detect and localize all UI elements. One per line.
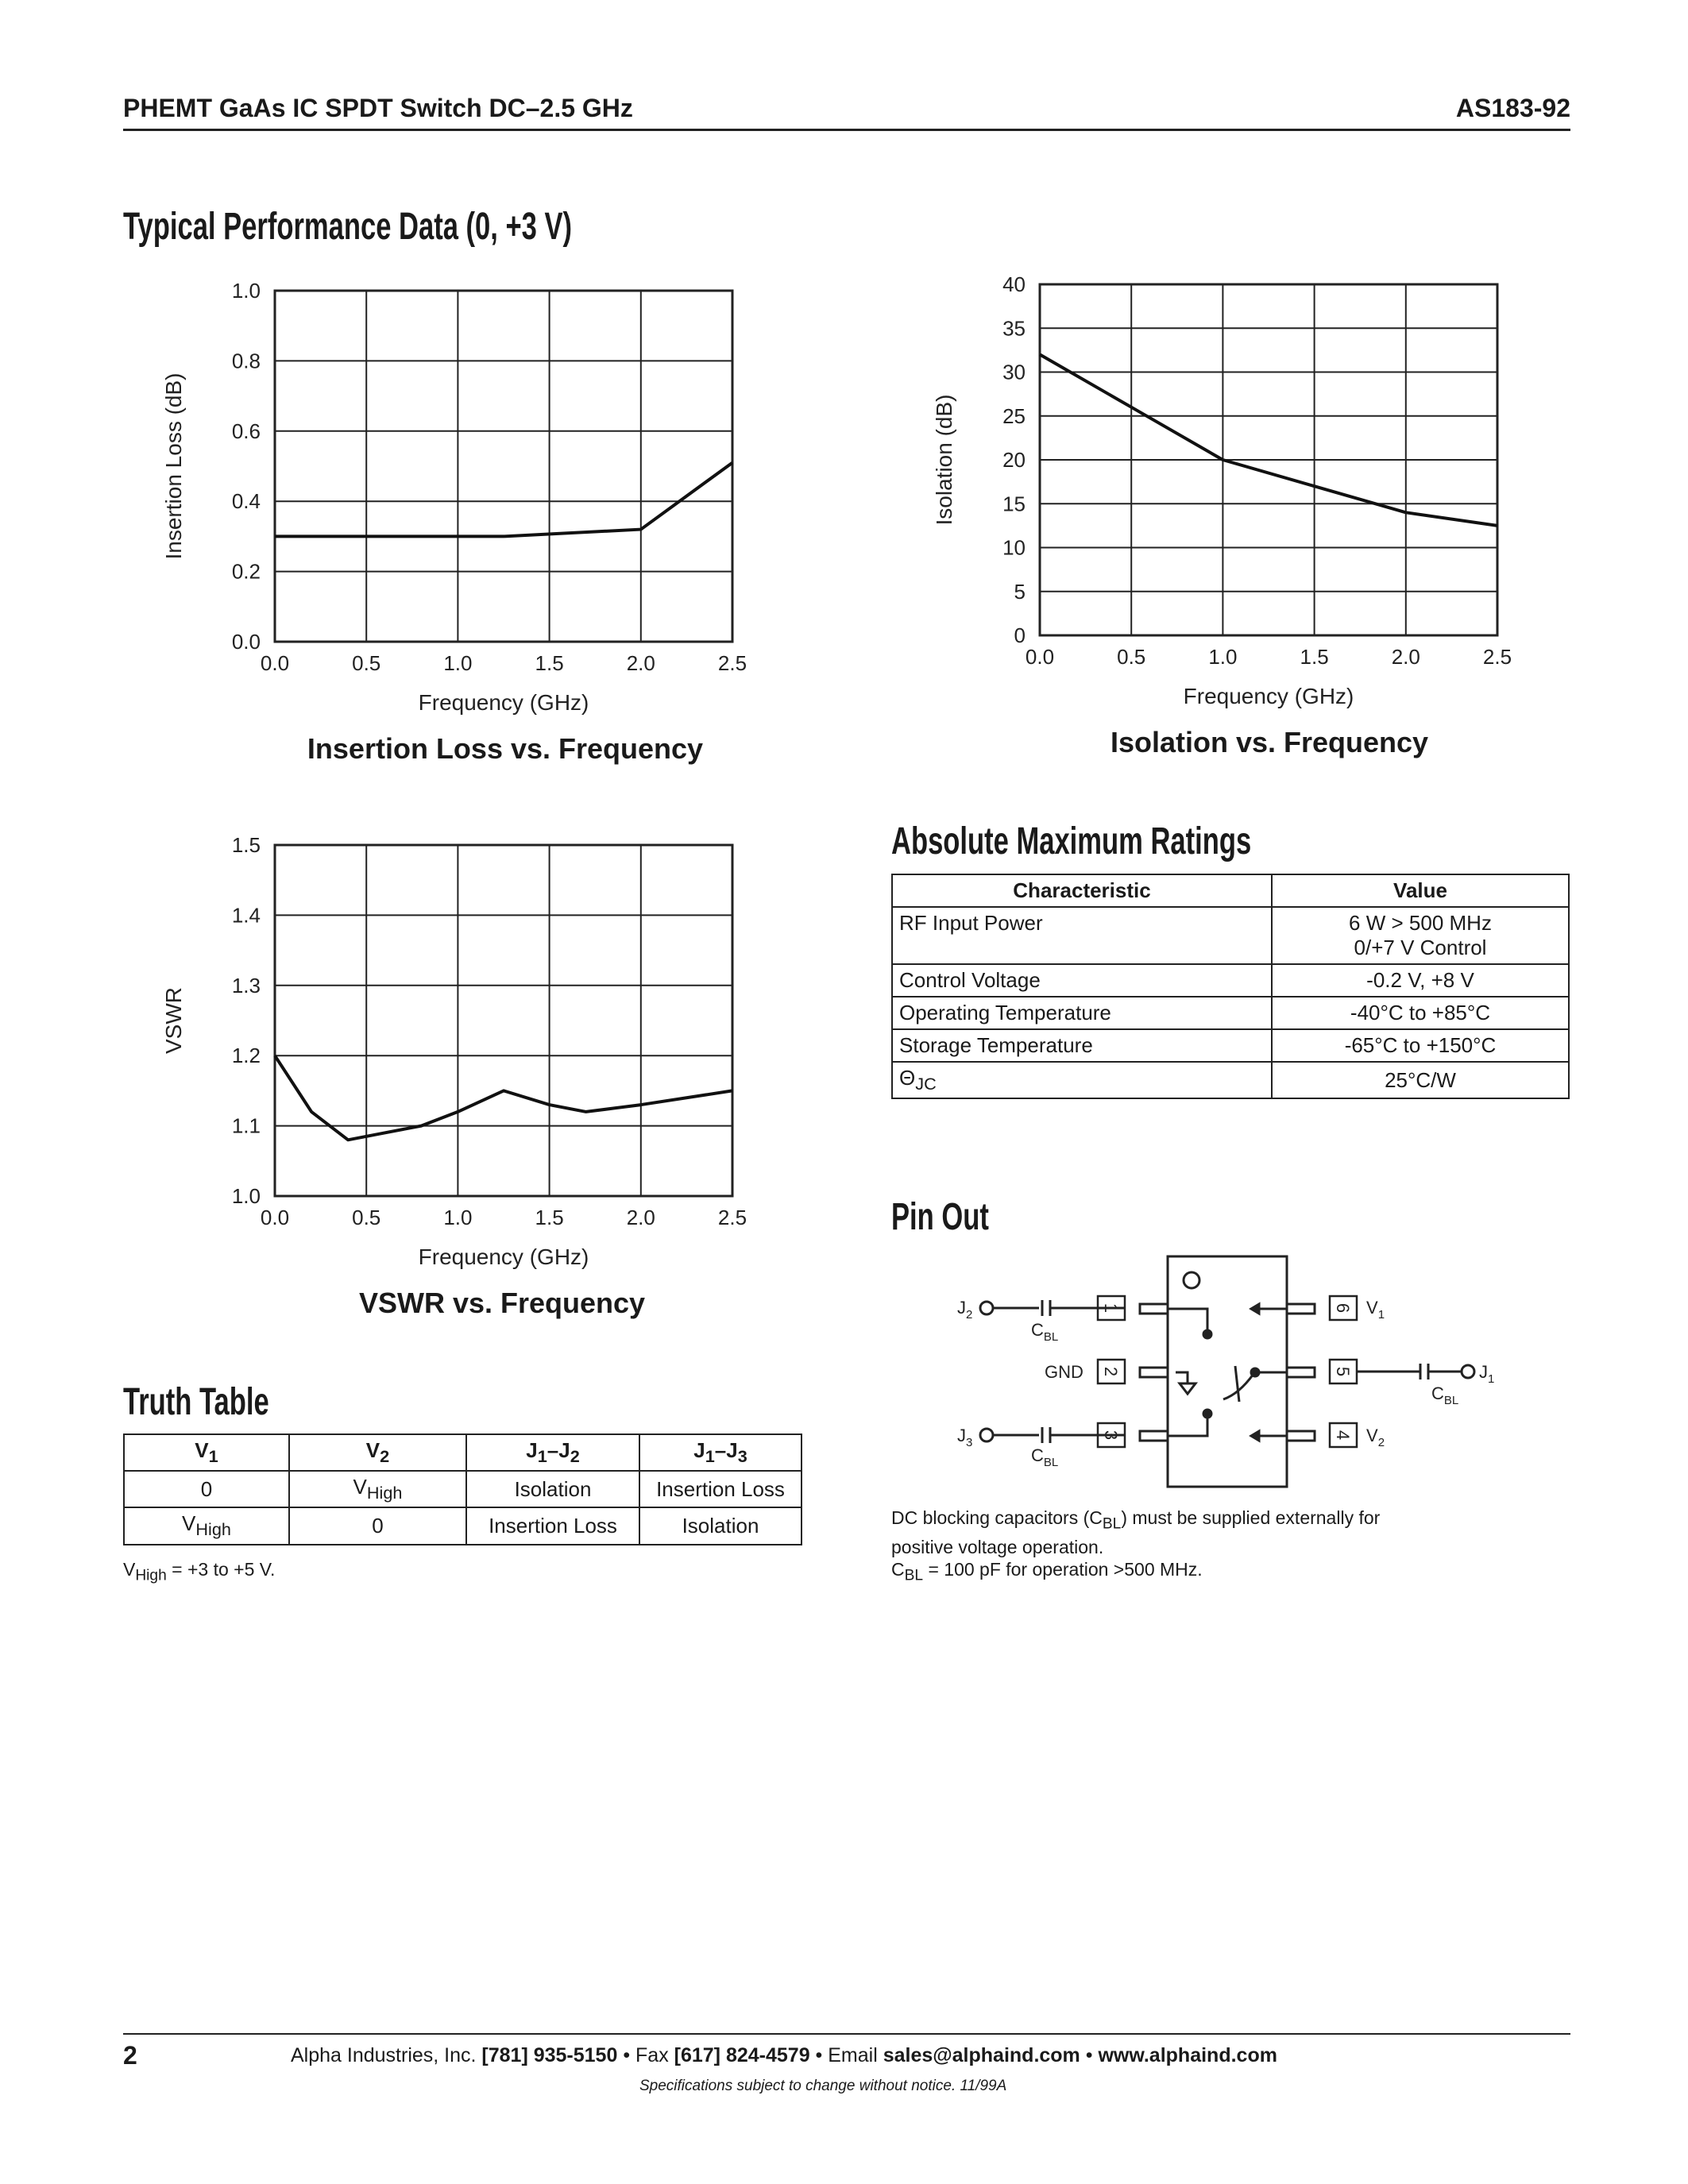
section-title-pinout: Pin Out [891, 1196, 989, 1238]
y-tick-label: 35 [1002, 316, 1026, 341]
cell-characteristic: RF Input Power [892, 907, 1272, 964]
pin-6 [1287, 1296, 1357, 1320]
cell-value: -0.2 V, +8 V [1272, 964, 1569, 997]
y-tick-label: 40 [1002, 272, 1026, 296]
label-v1: $V_1$ [1366, 1298, 1385, 1322]
document-title: PHEMT GaAs IC SPDT Switch DC–2.5 GHz [123, 94, 633, 122]
y-tick-label: 1.4 [231, 903, 261, 928]
col-characteristic: Characteristic [892, 874, 1272, 907]
cell-characteristic: Operating Temperature [892, 997, 1272, 1029]
x-axis-label: Frequency (GHz) [418, 690, 589, 715]
pin-5-label: 5 [1333, 1366, 1353, 1377]
label-gnd: GND [1045, 1362, 1083, 1382]
x-tick-label: 0.5 [1117, 645, 1146, 669]
x-tick-label: 1.0 [443, 651, 473, 675]
pin-3 [1056, 1423, 1168, 1447]
section-title-ratings: Absolute Maximum Ratings [891, 820, 1252, 862]
truth-table-note: $V_{High} = +3$ to +5 V. [123, 1559, 276, 1584]
table-row [892, 1062, 1569, 1098]
x-tick-label: 2.5 [1482, 645, 1512, 669]
plot-frame [275, 291, 732, 642]
x-tick-label: 2.5 [717, 651, 747, 675]
label-j2: $J_2$ [957, 1298, 973, 1322]
x-tick-label: 0.5 [352, 651, 381, 675]
pinout-note-line3: $C_{BL} = 100$ pF for operation >500 MHz. [891, 1558, 1203, 1584]
label-cbl-j1: $C_{BL}$ [1431, 1383, 1459, 1407]
chart-title-insertion-loss: Insertion Loss vs. Frequency [307, 732, 704, 765]
x-tick-label: 0.0 [260, 651, 290, 675]
website-link[interactable]: www.alphaind.com [1098, 2044, 1277, 2066]
footer-contact: Alpha Industries, Inc. [781] 935-5150 • Fax [617] 824-4579 • Email sales@alphaind.com • www.alphaind.com [291, 2044, 1277, 2066]
y-tick-label: 1.0 [231, 1184, 261, 1208]
x-tick-label: 0.0 [1025, 645, 1055, 669]
y-tick-label: 5 [1014, 579, 1026, 604]
cell-j1-j2: Isolation [466, 1471, 639, 1507]
cell-characteristic: Control Voltage [892, 964, 1272, 997]
pin1-marker [1184, 1272, 1199, 1288]
section-title-truth: Truth Table [123, 1381, 269, 1423]
pin-3-label: 3 [1101, 1430, 1121, 1441]
y-tick-label: 15 [1002, 492, 1026, 516]
series-line [1040, 354, 1497, 525]
cell-value: -65°C to +150°C [1272, 1029, 1569, 1062]
cell-value-line1: 6 W > 500 MHz [1349, 911, 1492, 935]
x-tick-label: 1.5 [535, 1206, 564, 1229]
table-row [124, 1471, 802, 1507]
y-tick-label: 1.3 [231, 973, 261, 997]
pinout-note-line1: DC blocking capacitors $(C_{BL})$ must be supplied externally for [891, 1507, 1381, 1533]
x-tick-label: 0.0 [260, 1206, 290, 1229]
cell-j1-j3: Isolation [639, 1507, 802, 1544]
page-number: 2 [123, 2041, 137, 2070]
cell-characteristic: Storage Temperature [892, 1029, 1272, 1062]
label-j3: $J_3$ [957, 1426, 973, 1449]
cell-characteristic [892, 1062, 1272, 1098]
pin-6-label: 6 [1333, 1302, 1353, 1314]
y-tick-label: 20 [1002, 448, 1026, 472]
y-tick-label: 30 [1002, 360, 1026, 384]
disclaimer: Specifications subject to change without notice. 11/99A [639, 2078, 1007, 2094]
table-row [124, 1507, 802, 1544]
insertion-loss-chart [159, 262, 778, 739]
col-v2: $V_2$ [289, 1434, 466, 1471]
table-header-row [892, 874, 1569, 907]
table-row [892, 997, 1569, 1029]
pinout-note-line2: positive voltage operation. [891, 1536, 1104, 1557]
pin-2 [1098, 1360, 1168, 1383]
capacitor-j3 [980, 1427, 1056, 1443]
y-tick-label: 0.4 [231, 489, 261, 514]
x-tick-label: 0.5 [352, 1206, 381, 1229]
col-j1-j2: $J_1-J_2$ [466, 1434, 639, 1471]
chart-title-vswr: VSWR vs. Frequency [358, 1287, 646, 1319]
pin-1 [1056, 1296, 1168, 1320]
cell-v2: $V_{High}$ [289, 1471, 466, 1507]
header-rule [123, 129, 1570, 131]
truth-table [123, 1433, 802, 1545]
table-row [892, 1029, 1569, 1062]
y-axis-label: VSWR [161, 987, 186, 1054]
footer-rule [123, 2033, 1570, 2035]
x-axis-label: Frequency (GHz) [418, 1244, 589, 1269]
x-tick-label: 2.0 [626, 651, 655, 675]
label-cbl-j3: $C_{BL}$ [1031, 1445, 1059, 1469]
label-cbl-j2: $C_{BL}$ [1031, 1320, 1059, 1344]
vswr-chart [159, 818, 778, 1295]
y-axis-label: Isolation (dB) [932, 394, 956, 526]
section-title-performance: Typical Performance Data (0, +3 V) [123, 206, 573, 248]
email-link[interactable]: sales@alphaind.com [883, 2044, 1080, 2066]
y-tick-label: 10 [1002, 535, 1026, 560]
part-number: AS183-92 [1455, 94, 1570, 122]
pin-1-label: 1 [1101, 1302, 1121, 1314]
pin-4-label: 4 [1333, 1430, 1353, 1441]
vswr-plot [161, 833, 747, 1269]
ratings-table [891, 874, 1570, 1099]
y-tick-label: 0.2 [231, 559, 261, 584]
cell-value-line2: 0/+7 V Control [1354, 936, 1487, 959]
x-tick-label: 1.0 [443, 1206, 473, 1229]
x-axis-label: Frequency (GHz) [1183, 684, 1354, 708]
table-header-row [124, 1434, 802, 1471]
capacitor-j2 [980, 1300, 1056, 1316]
col-v1: $V_1$ [124, 1434, 289, 1471]
y-tick-label: 1.0 [231, 279, 261, 303]
x-tick-label: 1.5 [535, 651, 564, 675]
cell-value: -40°C to +85°C [1272, 997, 1569, 1029]
capacitor-j1 [1414, 1364, 1474, 1379]
x-tick-label: 1.0 [1208, 645, 1238, 669]
y-tick-label: 0.6 [231, 419, 261, 443]
isolation-chart [929, 262, 1549, 739]
col-j1-j3: $J_1-J_3$ [639, 1434, 802, 1471]
x-tick-label: 2.0 [1391, 645, 1420, 669]
table-row [892, 907, 1569, 964]
y-tick-label: 1.1 [231, 1113, 261, 1138]
pin-4 [1287, 1423, 1357, 1447]
theta-subscript: JC [915, 1074, 937, 1094]
y-tick-label: 25 [1002, 403, 1026, 428]
table-row [892, 964, 1569, 997]
y-tick-label: 1.2 [231, 1044, 261, 1068]
y-tick-label: 1.5 [231, 833, 261, 857]
y-tick-label: 0.0 [231, 630, 261, 654]
col-value: Value [1272, 874, 1569, 907]
switch-symbol [1168, 1304, 1287, 1441]
cell-value: 25°C/W [1272, 1062, 1569, 1098]
cell-v1: 0 [124, 1471, 289, 1507]
label-v2: $V_2$ [1366, 1426, 1385, 1449]
label-j1: $J_1$ [1479, 1362, 1495, 1386]
cell-v1: $V_{High}$ [124, 1507, 289, 1544]
x-tick-label: 2.0 [626, 1206, 655, 1229]
pinout-diagram [937, 1247, 1509, 1501]
isolation-plot [932, 272, 1512, 708]
x-tick-label: 1.5 [1300, 645, 1329, 669]
chart-title-isolation: Isolation vs. Frequency [1110, 726, 1429, 758]
y-tick-label: 0.8 [231, 349, 261, 373]
y-axis-label: Insertion Loss (dB) [161, 372, 186, 560]
cell-value [1272, 907, 1569, 964]
series-line [275, 1055, 732, 1140]
pin-5 [1287, 1360, 1414, 1383]
plot-frame [275, 845, 732, 1196]
cell-j1-j3: Insertion Loss [639, 1471, 802, 1507]
pinout-note [891, 1507, 1380, 1587]
theta-symbol: Θ [899, 1066, 916, 1090]
insertion-loss-plot [161, 279, 747, 715]
x-tick-label: 2.5 [717, 1206, 747, 1229]
series-line [275, 463, 732, 537]
pin-2-label: 2 [1101, 1366, 1121, 1377]
cell-v2: 0 [289, 1507, 466, 1544]
y-tick-label: 0 [1014, 623, 1026, 647]
cell-j1-j2: Insertion Loss [466, 1507, 639, 1544]
